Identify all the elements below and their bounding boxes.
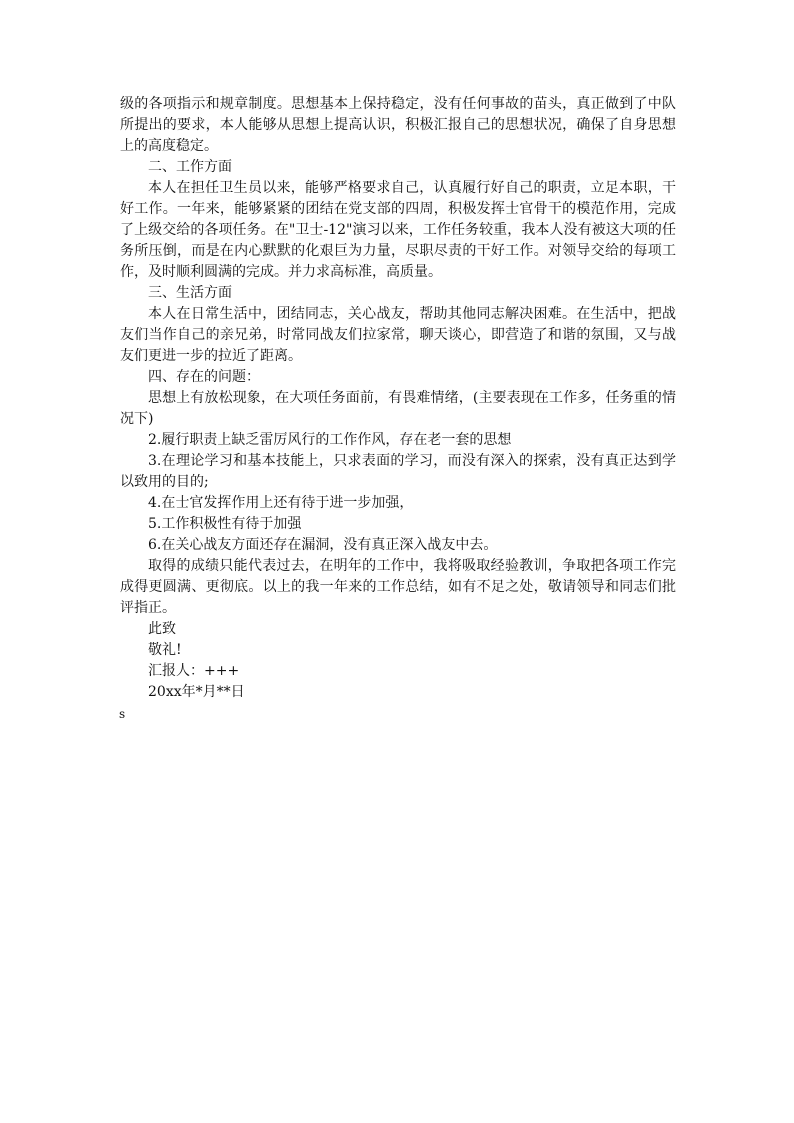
heading-life: 三、生活方面 — [148, 285, 232, 301]
reporter-signature: 汇报人：+++ — [148, 663, 240, 679]
closing-regards: 敬礼! — [148, 642, 182, 658]
report-date: 20xx年*月**日 — [148, 684, 245, 700]
stray-character: s — [119, 707, 126, 721]
heading-problems: 四、存在的问题： — [148, 369, 260, 385]
problem-item-3: 3.在理论学习和基本技能上，只求表面的学习，而没有深入的探索，没有真正达到学以致用的目的; — [120, 453, 676, 490]
closing-salutation: 此致 — [148, 621, 176, 637]
problem-item-4: 4.在士官发挥作用上还有待于进一步加强， — [148, 495, 414, 511]
paragraph-conclusion: 取得的成绩只能代表过去，在明年的工作中，我将吸取经验教训，争取把各项工作完成得更圆满、更彻底。以上的我一年来的工作总结，如有不足之处，敬请领导和同志们批评指正。 — [120, 558, 676, 616]
problem-item-6: 6.在关心战友方面还存在漏洞，没有真正深入战友中去。 — [148, 537, 498, 553]
problem-item-5: 5.工作积极性有待于加强 — [148, 516, 302, 532]
problem-item-2: 2.履行职责上缺乏雷厉风行的工作作风，存在老一套的思想 — [148, 432, 512, 448]
paragraph-work: 本人在担任卫生员以来，能够严格要求自己，认真履行好自己的职责，立足本职，干好工作。一年来，能够紧紧的团结在党支部的四周，积极发挥士官骨干的模范作用，完成了上级交给的各项任务。在"卫士-12"演习以来，工作任务较重，我本人没有被这大项的任务所压倒，而是在内心默默的化艰巨为力量，尽职尽责的干好工作。对领导交给的每项工作，及时顺利圆满的完成。并力求高标准，高质量。 — [120, 180, 676, 280]
paragraph-life: 本人在日常生活中，团结同志，关心战友，帮助其他同志解决困难。在生活中，把战友们当作自己的亲兄弟，时常同战友们拉家常，聊天谈心，即营造了和谐的氛围，又与战友们更进一步的拉近了距离。 — [120, 306, 676, 364]
document-body — [120, 94, 676, 703]
paragraph-discipline-continued: 级的各项指示和规章制度。思想基本上保持稳定，没有任何事故的苗头，真正做到了中队所提出的要求，本人能够从思想上提高认识，积极汇报自己的思想状况，确保了自身思想上的高度稳定。 — [120, 96, 676, 154]
heading-work: 二、工作方面 — [148, 159, 232, 175]
problem-item-1: 思想上有放松现象，在大项任务面前，有畏难情绪，(主要表现在工作多，任务重的情况下) — [120, 390, 676, 427]
